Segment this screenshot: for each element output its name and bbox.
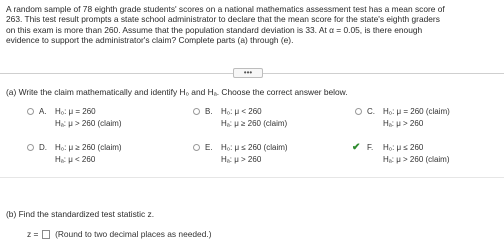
problem-line: evidence to support the administrator's claim? Complete parts (a) through (e). bbox=[6, 34, 294, 45]
part-a-prompt: (a) Write the claim mathematically and identify H₀ and Hₐ. Choose the correct answer below. bbox=[6, 87, 348, 97]
option-e[interactable] bbox=[193, 143, 343, 169]
option-h0: H₀: μ = 260 (claim) bbox=[383, 107, 450, 116]
z-label: z = bbox=[27, 229, 39, 239]
problem-line: on this exam is more than 260. Assume that the population standard deviation is 33. At α = 0.05, is there enough bbox=[6, 24, 423, 35]
option-h0: H₀: μ = 260 bbox=[55, 107, 96, 116]
z-answer-input[interactable] bbox=[42, 230, 50, 239]
option-a[interactable] bbox=[27, 107, 177, 133]
radio-button[interactable] bbox=[193, 108, 200, 115]
option-d[interactable] bbox=[27, 143, 177, 169]
option-ha: Hₐ: μ < 260 bbox=[55, 155, 96, 164]
radio-button[interactable] bbox=[27, 144, 34, 151]
checkmark-icon: ✔ bbox=[352, 142, 361, 153]
option-letter: D. bbox=[39, 143, 47, 152]
section-divider bbox=[0, 177, 504, 178]
option-letter: C. bbox=[367, 107, 375, 116]
option-letter: A. bbox=[39, 107, 47, 116]
option-letter: F. bbox=[367, 143, 374, 152]
option-ha: Hₐ: μ > 260 bbox=[383, 119, 424, 128]
option-letter: E. bbox=[205, 143, 213, 152]
radio-button[interactable] bbox=[27, 108, 34, 115]
radio-button[interactable] bbox=[355, 108, 362, 115]
option-h0: H₀: μ ≤ 260 bbox=[383, 143, 424, 152]
option-ha: Hₐ: μ ≥ 260 (claim) bbox=[221, 119, 288, 128]
option-ha: Hₐ: μ > 260 (claim) bbox=[383, 155, 450, 164]
option-h0: H₀: μ ≤ 260 (claim) bbox=[221, 143, 288, 152]
option-h0: H₀: μ < 260 bbox=[221, 107, 262, 116]
problem-line: 263. This test result prompts a state school administrator to declare that the mean score for the state's eighth graders bbox=[6, 14, 440, 25]
part-b-prompt: (b) Find the standardized test statistic z. bbox=[6, 209, 155, 219]
option-ha: Hₐ: μ > 260 (claim) bbox=[55, 119, 122, 128]
expand-more-button[interactable]: ••• bbox=[233, 68, 263, 78]
problem-line: A random sample of 78 eighth grade students' scores on a national mathematics assessment test has a mean score of bbox=[6, 4, 445, 14]
option-ha: Hₐ: μ > 260 bbox=[221, 155, 262, 164]
option-b[interactable] bbox=[193, 107, 343, 133]
option-c[interactable] bbox=[355, 107, 504, 133]
radio-button[interactable] bbox=[193, 144, 200, 151]
problem-statement bbox=[6, 4, 502, 45]
rounding-hint: (Round to two decimal places as needed.) bbox=[55, 229, 212, 239]
option-h0: H₀: μ ≥ 260 (claim) bbox=[55, 143, 122, 152]
z-answer-row bbox=[27, 229, 212, 239]
option-letter: B. bbox=[205, 107, 213, 116]
option-f[interactable] bbox=[352, 142, 504, 169]
